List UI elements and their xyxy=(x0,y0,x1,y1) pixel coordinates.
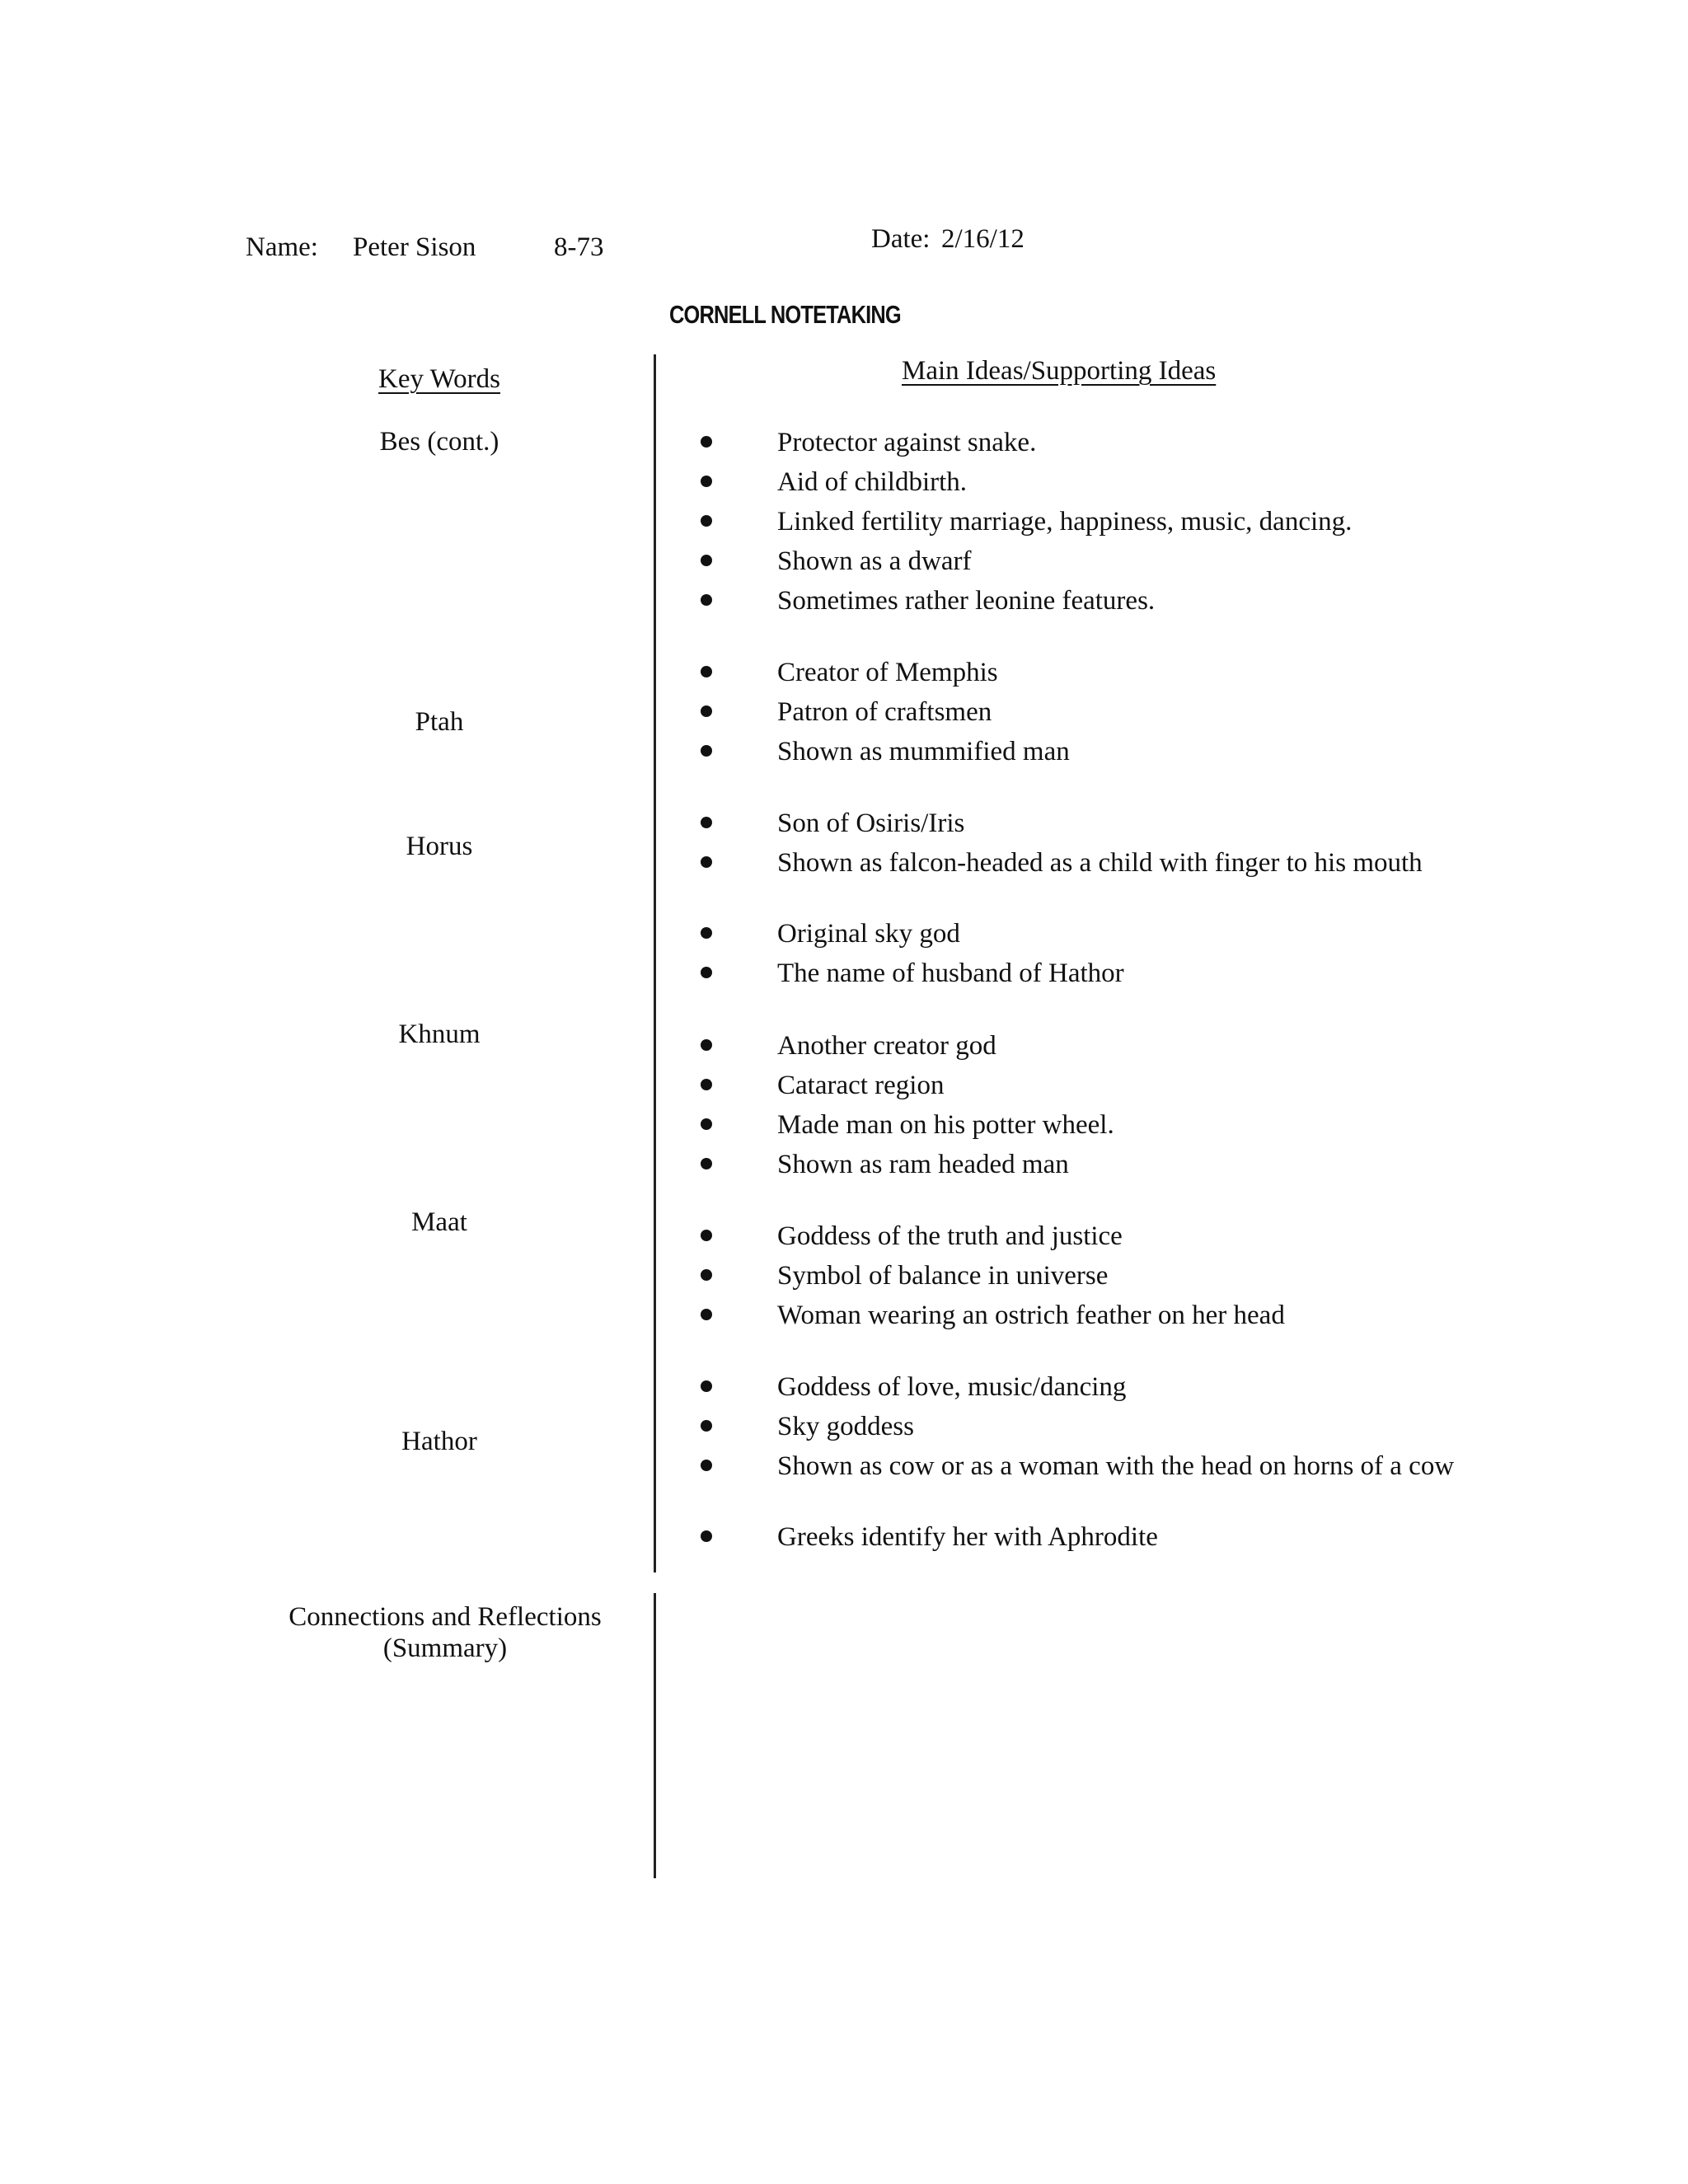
keyword-ptah: Ptah xyxy=(415,707,464,737)
keyword-khnum: Khnum xyxy=(398,1019,481,1049)
page-title: CORNELL NOTETAKING xyxy=(669,300,901,329)
column-divider xyxy=(654,354,656,1572)
summary-line-2: (Summary) xyxy=(382,1633,508,1663)
summary-divider xyxy=(654,1593,656,1878)
bullet-icon xyxy=(701,967,712,978)
summary-line-1: Connections and Reflections xyxy=(288,1602,602,1632)
bullet-icon xyxy=(701,1380,712,1392)
date-label: Date: xyxy=(871,224,931,254)
key-words-heading: Key Words xyxy=(378,364,500,394)
bullet-icon xyxy=(701,1460,712,1471)
bullet-icon xyxy=(701,705,712,717)
bullet-icon xyxy=(701,1309,712,1320)
keyword-hathor: Hathor xyxy=(401,1427,477,1456)
bullet-icon xyxy=(701,436,712,448)
bullet-icon xyxy=(701,1530,712,1542)
bullet-icon xyxy=(701,555,712,566)
bullet-icon xyxy=(701,745,712,757)
date-value: 2/16/12 xyxy=(941,224,1025,254)
bullet-icon xyxy=(701,1158,712,1169)
bullet-icon xyxy=(701,1230,712,1241)
keyword-bes: Bes (cont.) xyxy=(379,427,499,457)
bullet-icon xyxy=(701,1269,712,1281)
keyword-maat: Maat xyxy=(411,1207,467,1237)
bullet-icon xyxy=(701,817,712,828)
summary-heading xyxy=(256,1601,635,1664)
class-code: 8-73 xyxy=(554,232,604,262)
bullet-icon xyxy=(701,1420,712,1432)
name-value: Peter Sison xyxy=(353,232,476,262)
bullet-icon xyxy=(701,476,712,487)
main-ideas-heading: Main Ideas/Supporting Ideas xyxy=(902,356,1217,386)
bullet-icon xyxy=(701,927,712,939)
bullet-icon xyxy=(701,1039,712,1051)
bullet-icon xyxy=(701,666,712,677)
bullet-icon xyxy=(701,1079,712,1090)
bullet-icon xyxy=(701,515,712,527)
bullet-icon xyxy=(701,856,712,868)
bullet-icon xyxy=(701,1118,712,1130)
bullet-icon xyxy=(701,594,712,606)
name-label: Name: xyxy=(246,232,318,262)
keyword-horus: Horus xyxy=(406,832,473,861)
